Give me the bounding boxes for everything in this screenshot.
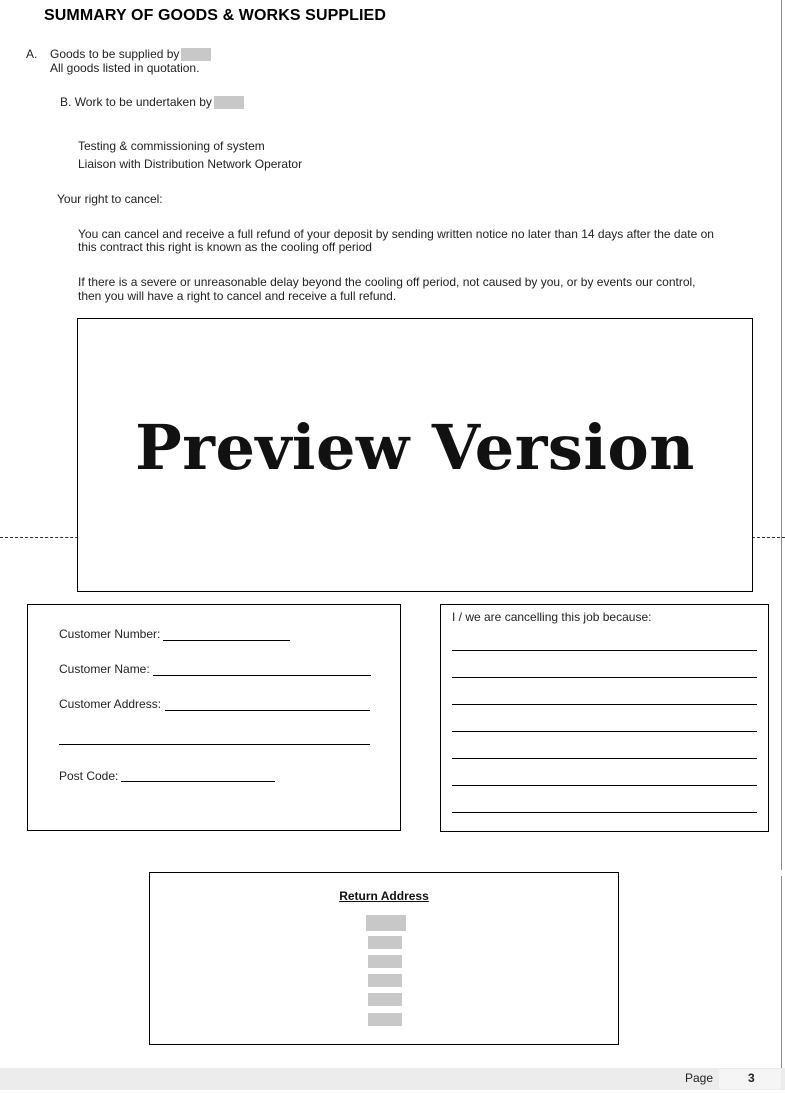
redacted-address-line [368,936,402,949]
page-border [781,876,782,1068]
redacted-address-line [368,955,402,968]
preview-watermark: Preview Version [135,411,695,484]
return-address-title: Return Address [339,889,429,903]
redacted-address-line [368,1013,402,1026]
customer-number-field[interactable] [163,640,290,641]
cancel-paragraph-1: this contract this right is known as the cooling off period [78,240,372,254]
cancel-paragraph-2: then you will have a right to cancel and receive a full refund. [78,289,397,303]
customer-address-field-line2[interactable] [59,744,370,745]
reason-line[interactable] [452,758,757,759]
post-code-field[interactable] [121,781,275,782]
post-code-label: Post Code: [59,769,119,783]
customer-details-box [27,604,401,831]
section-b-line1 [60,95,244,109]
customer-address-field[interactable] [165,710,370,711]
reason-line[interactable] [452,650,757,651]
cancel-reason-label: I / we are cancelling this job because: [452,610,652,624]
footer-bar [0,1068,785,1090]
reason-line[interactable] [452,812,757,813]
section-a-line1 [50,47,211,61]
preview-overlay [77,318,753,592]
customer-name-label: Customer Name: [59,662,150,676]
redacted-address-line [366,915,406,931]
cancel-reason-box [440,604,769,832]
cancel-paragraph-1: You can cancel and receive a full refund of your deposit by sending written notice no later than 14 days after the date on [78,227,714,241]
customer-number-label: Customer Number: [59,627,161,641]
reason-line[interactable] [452,785,757,786]
section-a-line2: All goods listed in quotation. [50,61,200,75]
goods-supplier-label: Goods to be supplied by [50,47,180,61]
return-address-box [149,872,619,1045]
redacted-address-line [368,993,402,1006]
reason-line[interactable] [452,677,757,678]
customer-name-field[interactable] [153,675,371,676]
reason-line[interactable] [452,704,757,705]
page-title: SUMMARY OF GOODS & WORKS SUPPLIED [44,7,386,24]
page-number: 3 [748,1071,755,1085]
redacted-address-line [368,974,402,987]
work-item: Testing & commissioning of system [78,139,265,153]
work-undertaker-label: Work to be undertaken by [74,95,212,109]
work-item: Liaison with Distribution Network Operator [78,157,303,171]
section-a-marker: A. [26,47,38,61]
redacted-contractor [214,96,244,109]
page-label: Page [685,1071,714,1085]
reason-line[interactable] [452,731,757,732]
section-b-marker: B. [60,95,72,109]
cancel-paragraph-2: If there is a severe or unreasonable delay beyond the cooling off period, not caused by you, or by events our control, [78,275,696,289]
cancel-heading: Your right to cancel: [57,192,163,206]
page-border [781,0,782,870]
redacted-supplier [181,48,211,61]
customer-address-label: Customer Address: [59,697,162,711]
